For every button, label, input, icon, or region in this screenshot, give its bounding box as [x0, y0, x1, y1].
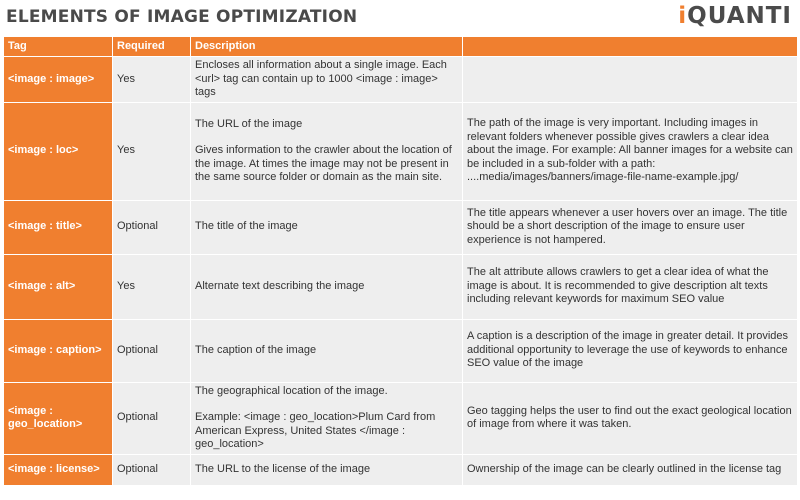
description-text: Alternate text describing the image [195, 279, 365, 292]
tag-cell: <image : caption> [4, 319, 113, 382]
tag-cell: <image : license> [4, 454, 113, 485]
description-text: Example: <image : geo_location>Plum Card from American Express, United States </image : geo_location> [195, 411, 436, 450]
description-cell [191, 102, 463, 200]
required-cell: Optional [113, 454, 191, 485]
required-cell: Yes [113, 254, 191, 319]
required-cell: Optional [113, 200, 191, 254]
required-cell: Yes [113, 102, 191, 200]
column-header-notes [463, 37, 798, 57]
description-text: The URL to the license of the image [195, 462, 371, 475]
iquanti-logo [678, 3, 792, 29]
logo-wordmark: QUANTI [687, 3, 792, 29]
table-row [4, 200, 798, 254]
description-cell [191, 454, 463, 485]
notes-cell: Geo tagging helps the user to find out the exact geological location of image from where it was taken. [463, 382, 798, 454]
notes-cell: Ownership of the image can be clearly outlined in the license tag [463, 454, 798, 485]
notes-cell: The path of the image is very important. Including images in relevant folders whenever possible gives crawlers a clear idea about the image. For example: All banner images for a website can be included in a sub-folder with a path: ....media/images/banners/image-file-name-example.jpg/ [463, 102, 798, 200]
table-row [4, 382, 798, 454]
table-row [4, 57, 798, 103]
column-header-tag: Tag [4, 37, 113, 57]
tag-cell: <image : geo_location> [4, 382, 113, 454]
notes-cell: The title appears whenever a user hovers over an image. The title should be a short description of the image to ensure user experience is not hampered. [463, 200, 798, 254]
description-text: The URL of the image [195, 117, 303, 130]
description-cell [191, 254, 463, 319]
page-title: ELEMENTS OF IMAGE OPTIMIZATION [6, 7, 358, 27]
notes-cell: The alt attribute allows crawlers to get a clear idea of what the image is about. It is recommended to give description alt texts including relevant keywords for maximum SEO value [463, 254, 798, 319]
table-row [4, 319, 798, 382]
description-cell [191, 319, 463, 382]
required-cell: Optional [113, 319, 191, 382]
notes-cell [463, 57, 798, 103]
description-cell [191, 382, 463, 454]
description-text: Gives information to the crawler about the location of the image. At times the image may not be present in the same source folder or domain as the main site. [195, 144, 452, 183]
table-row [4, 454, 798, 485]
tag-cell: <image : image> [4, 57, 113, 103]
table-header-row [4, 37, 798, 57]
table-row [4, 254, 798, 319]
tag-cell: <image : title> [4, 200, 113, 254]
tag-cell: <image : loc> [4, 102, 113, 200]
description-cell [191, 200, 463, 254]
page-header [0, 0, 800, 34]
column-header-required: Required [113, 37, 191, 57]
description-cell [191, 57, 463, 103]
tag-cell: <image : alt> [4, 254, 113, 319]
required-cell: Optional [113, 382, 191, 454]
description-text: Encloses all information about a single image. Each <url> tag can contain up to 1000 <image : image> tags [195, 59, 447, 98]
description-text: The geographical location of the image. [195, 384, 388, 397]
image-elements-table [3, 36, 798, 486]
table-row [4, 102, 798, 200]
required-cell: Yes [113, 57, 191, 103]
column-header-description: Description [191, 37, 463, 57]
notes-cell: A caption is a description of the image in greater detail. It provides additional opportunity to leverage the use of keywords to enhance SEO value of the image [463, 319, 798, 382]
description-text: The title of the image [195, 220, 298, 233]
logo-prefix: i [678, 3, 688, 29]
description-text: The caption of the image [195, 343, 317, 356]
